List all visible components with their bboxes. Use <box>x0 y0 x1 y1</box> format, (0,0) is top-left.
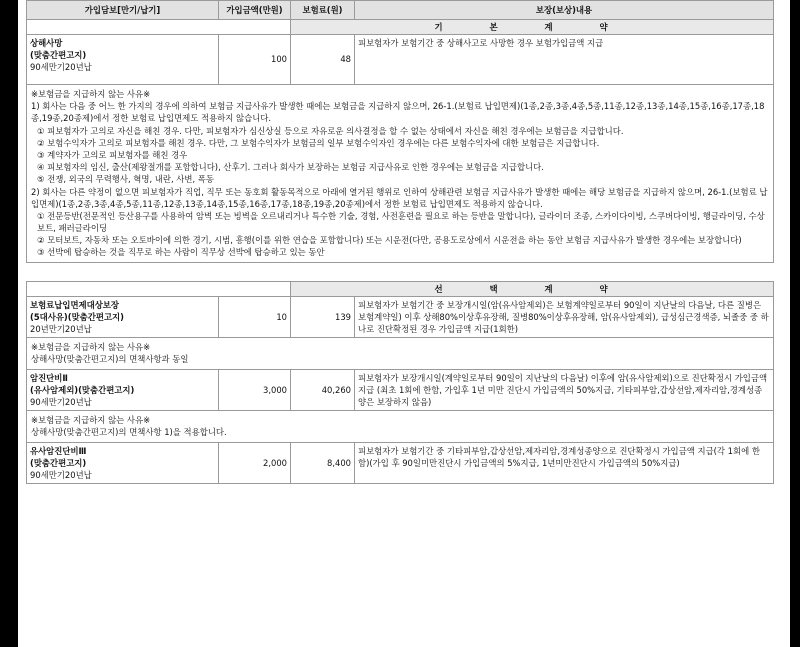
coverage-description: 피보험자가 보험기간 중 상해사고로 사망한 경우 보험가입금액 지급 <box>355 35 774 85</box>
coverage-description: 피보험자가 보험기간 중 보장개시일(암(유사암제외)은 보험계약일로부터 90일이 지난날의 다음날, 다른 질병은 보험계약일) 이후 상해80%이상후유장해, 질병80%이상후유장해, 암(유사암제외), 급성심근경색증, 뇌졸중 중 하나로 진단확정된 경우 가입금액 지급(1회한) <box>355 296 774 338</box>
coverage-name: 상해사망 (맞춤간편고지) 90세만기20년납 <box>27 35 219 85</box>
table-row <box>27 35 774 85</box>
coverage-premium: 8,400 <box>291 442 355 484</box>
coverage-premium: 40,260 <box>291 369 355 411</box>
section-optional: 선 택 계 약 <box>291 281 774 296</box>
coverage-table <box>26 0 774 484</box>
document-page <box>18 0 790 647</box>
coverage-amount: 10 <box>219 296 291 338</box>
exclusion-notes: ※보험금을 지급하지 않는 사유※ 상해사망(맞춤간편고지)의 면책사항과 동일 <box>27 338 774 369</box>
header-description: 보장(보상)내용 <box>355 1 774 20</box>
coverage-description: 피보험자가 보장개시일(계약일로부터 90일이 지난날의 다음날) 이후에 암(유사암제외)으로 진단확정시 가입금액 지급 (최초 1회에 한함, 가입후 1년 미만 진단시 가입금액의 50%지급, 기타피부암,갑상선암,제자리암,경계성종양은 보장하지 않음) <box>355 369 774 411</box>
table-row <box>27 369 774 411</box>
exclusion-notes: ※보험금을 지급하지 않는 사유※ 상해사망(맞춤간편고지)의 면책사항 1)을 적용합니다. <box>27 411 774 442</box>
header-coverage: 가입담보[만기/납기] <box>27 1 219 20</box>
coverage-premium: 48 <box>291 35 355 85</box>
coverage-amount: 100 <box>219 35 291 85</box>
coverage-amount: 3,000 <box>219 369 291 411</box>
exclusion-notes: ※보험금을 지급하지 않는 사유※ 1) 회사는 다음 중 어느 한 가지의 경우에 의하여 보험금 지급사유가 발생한 때에는 보험금을 지급하지 않으며, 26-1.(보험료 납입면제)(1종,2종,3종,4종,5종,11종,12종,13종,14종,15종,16종,17종,18종,19종,20종제)에서 정한 보험료 납입면제도 적용하지 않습니다. ① 피보험자가 고의로 자신을 해친 경우. 다만, 피보험자가 심신상실 등으로 자유로운 의사결정을 할 수 없는 상태에서 자신을 해친 경우에는 보험금을 지급합니다. ② 보험수익자가 고의로 피보험자를 해친 경우. 다만, 그 보험수익자가 보험금의 일부 보험수익자인 경우에는 다른 보험수익자에 대한 보험금은 지급합니다. ③ 계약자가 고의로 피보험자를 해친 경우 ④ 피보험자의 임신, 출산(제왕절개를 포함합니다), 산후기. 그러나 회사가 보장하는 보험금 지급사유로 인한 경우에는 보험금을 지급합니다. ⑤ 전쟁, 외국의 무력행사, 혁명, 내란, 사변, 폭동 2) 회사는 다른 약정이 없으면 피보험자가 직업, 직무 또는 동호회 활동목적으로 아래에 열거된 행위로 인하여 상해관련 보험금 지급사유가 발생한 때에는 해당 보험금을 지급하지 않으며, 26-1.(보험료 납입면제)(1종,2종,3종,4종,5종,11종,12종,13종,14종,15종,16종,17종,18종,19종,20종제)에서 정한 보험료 납입면제도 적용하지 않습니다. ① 전문등반(전문적인 등산용구를 사용하여 암벽 또는 빙벽을 오르내리거나 특수한 기술, 경험, 사전훈련을 필요로 하는 등반을 말합니다), 글라이더 조종, 스카이다이빙, 스쿠버다이빙, 행글라이딩, 수상보트, 패러글라이딩 ② 모터보트, 자동차 또는 오토바이에 의한 경기, 시범, 흥행(이를 위한 연습을 포함합니다) 또는 시운전(다만, 공용도로상에서 시운전을 하는 동안 보험금 지급사유가 발생한 경우에는 보장합니다) ③ 선박에 탑승하는 것을 직무로 하는 사람이 직무상 선박에 탑승하고 있는 동안 <box>27 85 774 263</box>
coverage-name: 유사암진단비Ⅲ (맞춤간편고지) 90세만기20년납 <box>27 442 219 484</box>
coverage-name: 보험료납입면제대상보장 (5대사유)(맞춤간편고지) 20년만기20년납 <box>27 296 219 338</box>
coverage-premium: 139 <box>291 296 355 338</box>
section-basic: 기 본 계 약 <box>291 20 774 35</box>
header-row <box>27 1 774 20</box>
coverage-name: 암진단비Ⅱ (유사암제외)(맞춤간편고지) 90세만기20년납 <box>27 369 219 411</box>
coverage-amount: 2,000 <box>219 442 291 484</box>
table-row <box>27 442 774 484</box>
table-row <box>27 296 774 338</box>
header-premium: 보험료(원) <box>291 1 355 20</box>
coverage-description: 피보험자가 보험기간 중 기타피부암,갑상선암,제자리암,경계성종양으로 진단확정시 가입금액 지급(각 1회에 한함)(가입 후 90일미만진단시 가입금액의 5%지급, 1년미만진단시 가입금액의 50%지급) <box>355 442 774 484</box>
header-amount: 가입금액(만원) <box>219 1 291 20</box>
